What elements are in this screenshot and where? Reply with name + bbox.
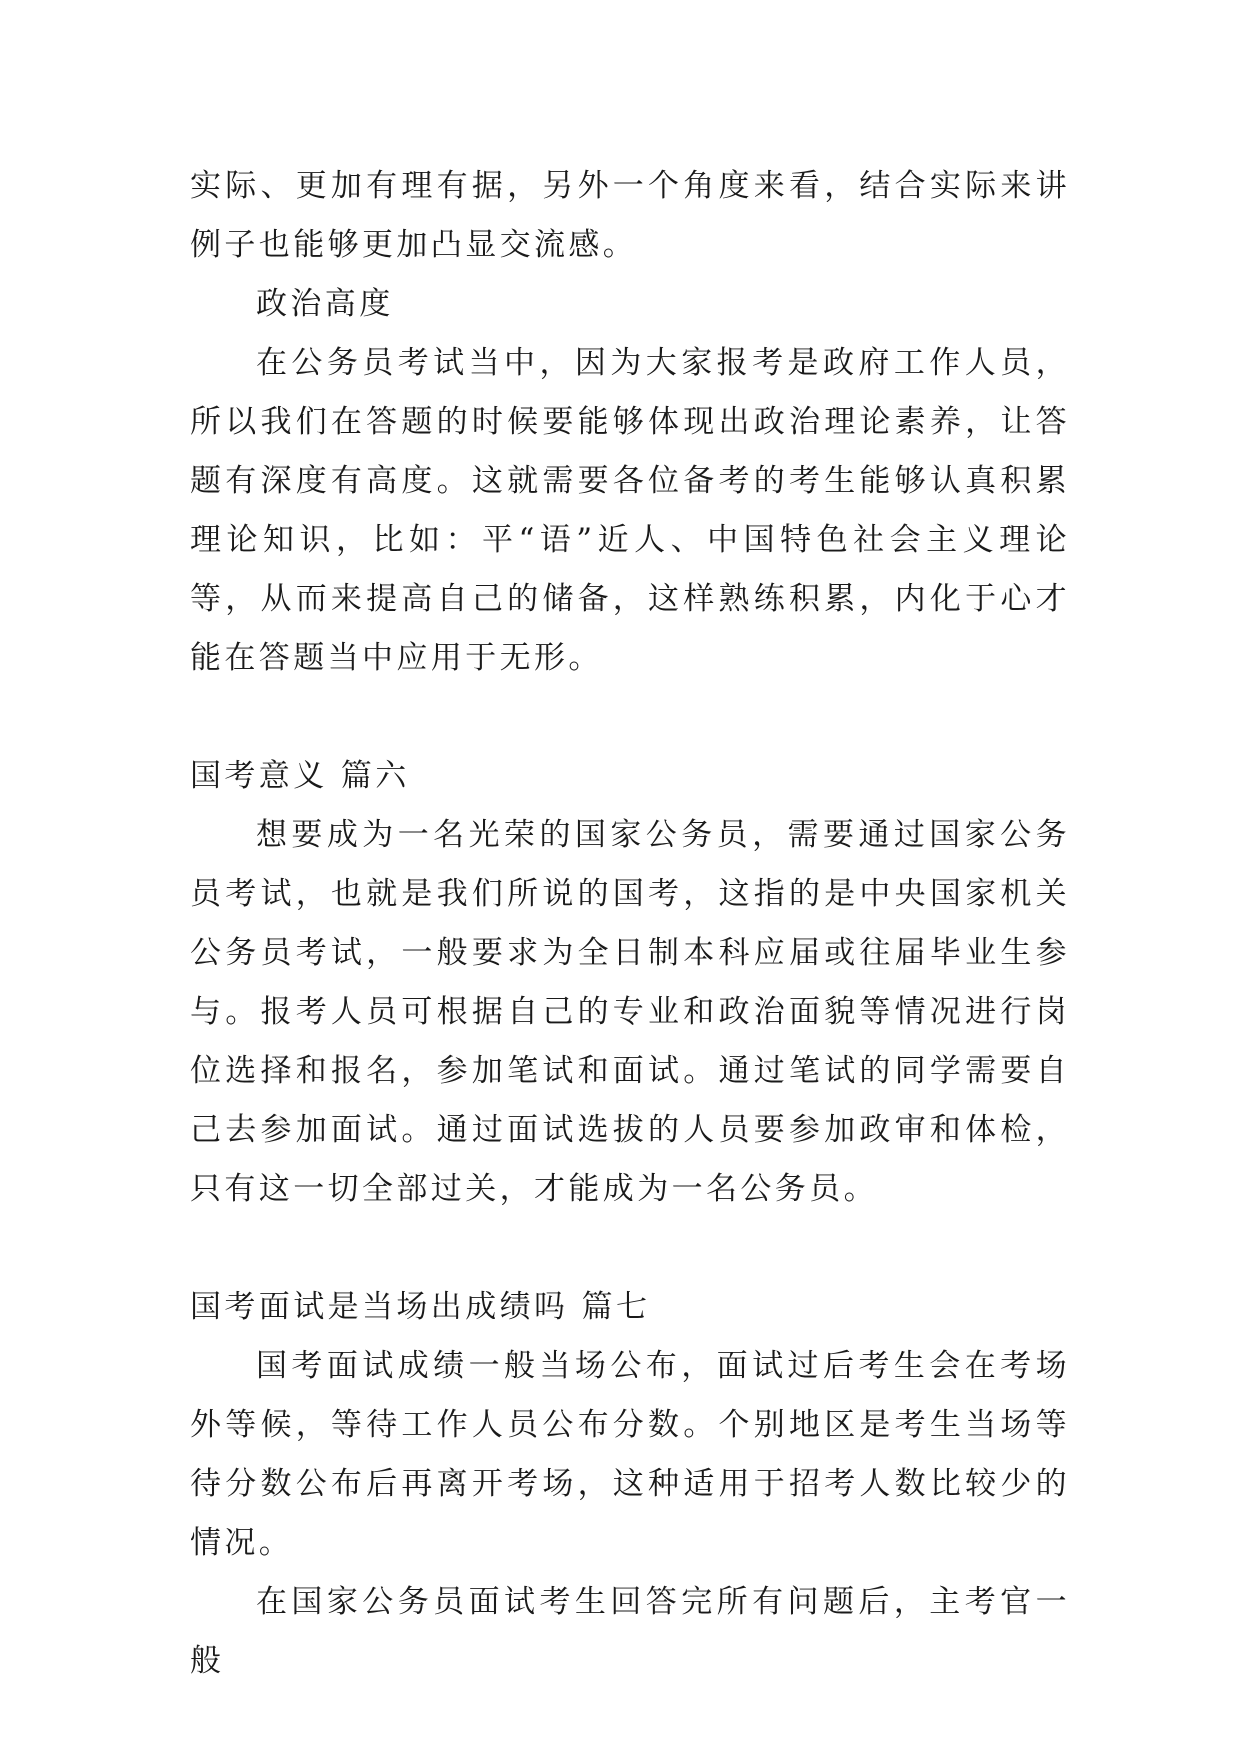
paragraph-political-theory: 在公务员考试当中，因为大家报考是政府工作人员，所以我们在答题的时候要能够体现出政治理论素养，让答题有深度有高度。这就需要各位备考的考生能够认真积累理论知识，比如：平“语”近人、中国特色社会主义理论等，从而来提高自己的储备，这样熟练积累，内化于心才能在答题当中应用于无形。 bbox=[190, 345, 1070, 676]
paragraph-interview-end: 在国家公务员面试考生回答完所有问题后，主考官一般 bbox=[190, 1584, 1070, 1679]
document-body bbox=[190, 157, 1070, 1691]
paragraph-interview-results: 国考面试成绩一般当场公布，面试过后考生会在考场外等候，等待工作人员公布分数。个别地区是考生当场等待分数公布后再离开考场，这种适用于招考人数比较少的情况。 bbox=[190, 1348, 1070, 1561]
section-gap bbox=[190, 1219, 1070, 1278]
paragraph-continued: 实际、更加有理有据，另外一个角度来看，结合实际来讲例子也能够更加凸显交流感。 bbox=[190, 168, 1070, 263]
section-title-part-six: 国考意义 篇六 bbox=[190, 758, 410, 794]
subheading-political-height: 政治高度 bbox=[256, 286, 394, 322]
paragraph-national-exam-meaning: 想要成为一名光荣的国家公务员，需要通过国家公务员考试，也就是我们所说的国考，这指的是中央国家机关公务员考试，一般要求为全日制本科应届或往届毕业生参与。报考人员可根据自己的专业和政治面貌等情况进行岗位选择和报名，参加笔试和面试。通过笔试的同学需要自己去参加面试。通过面试选拔的人员要参加政审和体检，只有这一切全部过关，才能成为一名公务员。 bbox=[190, 817, 1070, 1207]
section-title-part-seven: 国考面试是当场出成绩吗 篇七 bbox=[190, 1289, 651, 1325]
section-gap bbox=[190, 688, 1070, 747]
